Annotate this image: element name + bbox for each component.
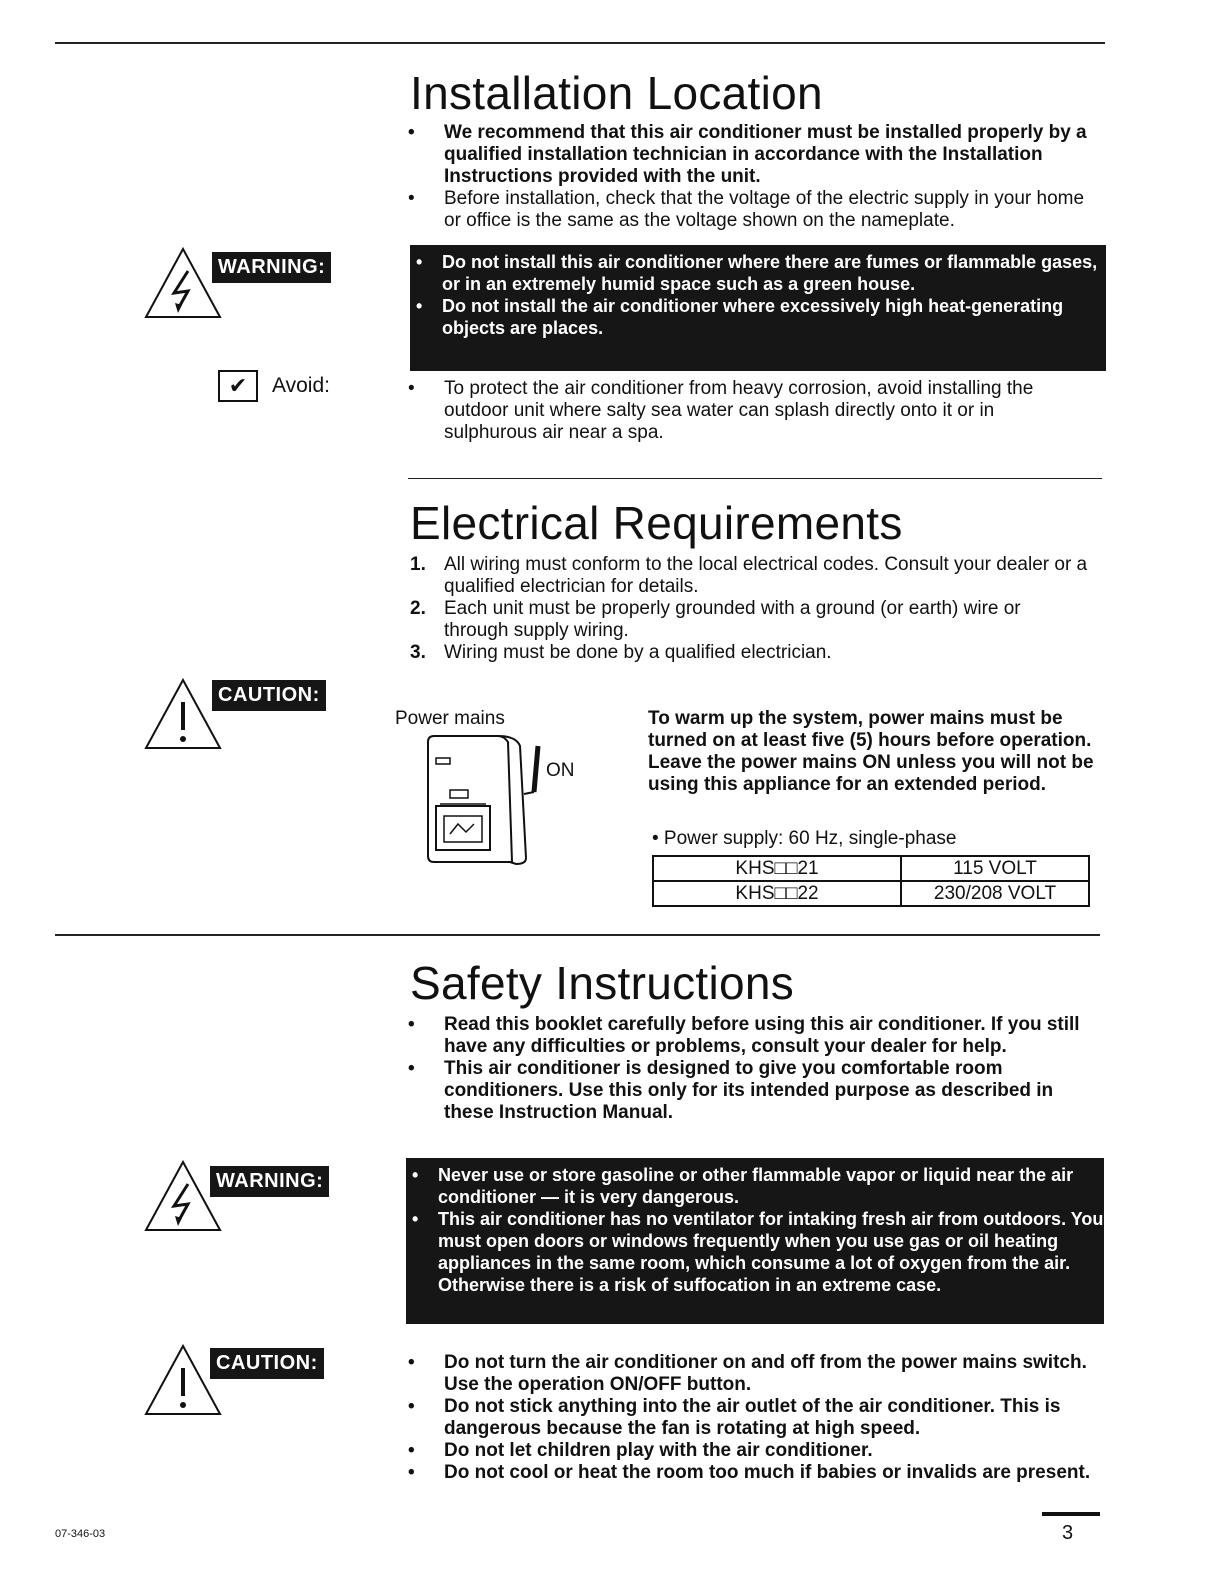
safety-item: • This air conditioner is designed to give you comfortable room conditioners. Use this only for its intended purpose as described in these Instruction Manual. bbox=[408, 1058, 1054, 1123]
power-caution-text: To warm up the system, power mains must be turned on at least five (5) hours before operation. Leave the power mains ON unless you will not be using this appliance for an extended period. bbox=[648, 708, 1094, 795]
warning-label: WARNING: bbox=[210, 1166, 329, 1197]
bullet-icon: • bbox=[408, 1014, 415, 1035]
section-rule bbox=[55, 934, 1100, 936]
bullet-icon: • bbox=[408, 1058, 415, 1079]
model-cell: KHS□□22 bbox=[653, 881, 901, 906]
warning-item: • Do not install the air conditioner where excessively high heat-generating objects are places. bbox=[416, 296, 1064, 338]
caution-label: CAUTION: bbox=[210, 1348, 324, 1379]
electrical-list bbox=[410, 554, 1090, 664]
warning-item: • This air conditioner has no ventilator for intaking fresh air from outdoors. You must open doors or windows frequently when you use gas or oil heating appliances in the same room, which consume a lot of oxygen from the air. Otherwise there is a risk of suffocation in an extreme case. bbox=[412, 1209, 1104, 1295]
table-row bbox=[653, 856, 1089, 881]
avoid-label: Avoid: bbox=[272, 374, 330, 397]
installation-item-1: • We recommend that this air conditioner must be installed properly by a qualified installation technician in accordance with the Installation Instructions provided with the unit. bbox=[408, 122, 1087, 187]
safety-title: Safety Instructions bbox=[410, 957, 795, 1009]
installation-warning-box bbox=[410, 245, 1106, 371]
electrical-item: 3. Wiring must be done by a qualified electrician. bbox=[410, 642, 832, 663]
avoid-item: • To protect the air conditioner from heavy corrosion, avoid installing the outdoor unit where salty sea water can splash directly onto it or in sulphurous air near a spa. bbox=[408, 378, 1034, 443]
checkmark-icon: ✔ bbox=[218, 370, 258, 402]
voltage-table bbox=[652, 855, 1090, 907]
caution-item: • Do not turn the air conditioner on and off from the power mains switch. Use the operation ON/OFF button. bbox=[408, 1352, 1087, 1395]
bullet-icon: • bbox=[408, 1396, 415, 1417]
power-mains-label: Power mains bbox=[395, 708, 505, 729]
installation-list-2 bbox=[408, 188, 1088, 232]
on-label: ON bbox=[546, 760, 575, 781]
caution-item: • Do not stick anything into the air outlet of the air conditioner. This is dangerous because the fan is rotating at high speed. bbox=[408, 1396, 1061, 1439]
installation-item-2: • Before installation, check that the voltage of the electric supply in your home or office is the same as the voltage shown on the nameplate. bbox=[408, 188, 1085, 231]
bullet-icon: • bbox=[408, 122, 415, 143]
warning-label: WARNING: bbox=[212, 252, 331, 283]
safety-item: • Read this booklet carefully before using this air conditioner. If you still have any difficulties or problems, consult your dealer for help. bbox=[408, 1014, 1080, 1057]
caution-label: CAUTION: bbox=[212, 680, 326, 711]
top-rule bbox=[55, 42, 1105, 44]
electrical-item: 1. All wiring must conform to the local electrical codes. Consult your dealer or a qualified electrician for details. bbox=[410, 554, 1088, 597]
safety-caution-list bbox=[408, 1352, 1098, 1484]
power-supply-text: • Power supply: 60 Hz, single-phase bbox=[652, 828, 957, 849]
section-rule bbox=[408, 478, 1102, 479]
installation-list bbox=[408, 122, 1088, 188]
electrical-title: Electrical Requirements bbox=[410, 497, 903, 549]
page-number-bar bbox=[1042, 1512, 1100, 1516]
electrical-item: 2. Each unit must be properly grounded with a ground (or earth) wire or through supply wiring. bbox=[410, 598, 1021, 641]
voltage-cell: 115 VOLT bbox=[901, 856, 1089, 881]
document-code: 07-346-03 bbox=[55, 1528, 106, 1540]
caution-item: • Do not cool or heat the room too much if babies or invalids are present. bbox=[408, 1462, 1091, 1483]
bullet-icon: • bbox=[408, 188, 415, 209]
bullet-icon: • bbox=[408, 1352, 415, 1373]
caution-item: • Do not let children play with the air conditioner. bbox=[408, 1440, 873, 1461]
avoid-list bbox=[408, 378, 1088, 444]
table-row bbox=[653, 881, 1089, 906]
bullet-icon: • bbox=[408, 1462, 415, 1483]
bullet-icon: • bbox=[408, 378, 415, 399]
safety-list bbox=[408, 1014, 1088, 1124]
safety-warning-box bbox=[406, 1158, 1104, 1324]
installation-title: Installation Location bbox=[410, 67, 823, 119]
model-cell: KHS□□21 bbox=[653, 856, 901, 881]
power-mains-switch-icon bbox=[420, 732, 550, 868]
warning-item: • Do not install this air conditioner where there are fumes or flammable gases, or in an extremely humid space such as a green house. bbox=[416, 252, 1098, 294]
page-number: 3 bbox=[1062, 1522, 1074, 1544]
bullet-icon: • bbox=[408, 1440, 415, 1461]
warning-item: • Never use or store gasoline or other flammable vapor or liquid near the air conditioner — it is very dangerous. bbox=[412, 1165, 1074, 1207]
voltage-cell: 230/208 VOLT bbox=[901, 881, 1089, 906]
